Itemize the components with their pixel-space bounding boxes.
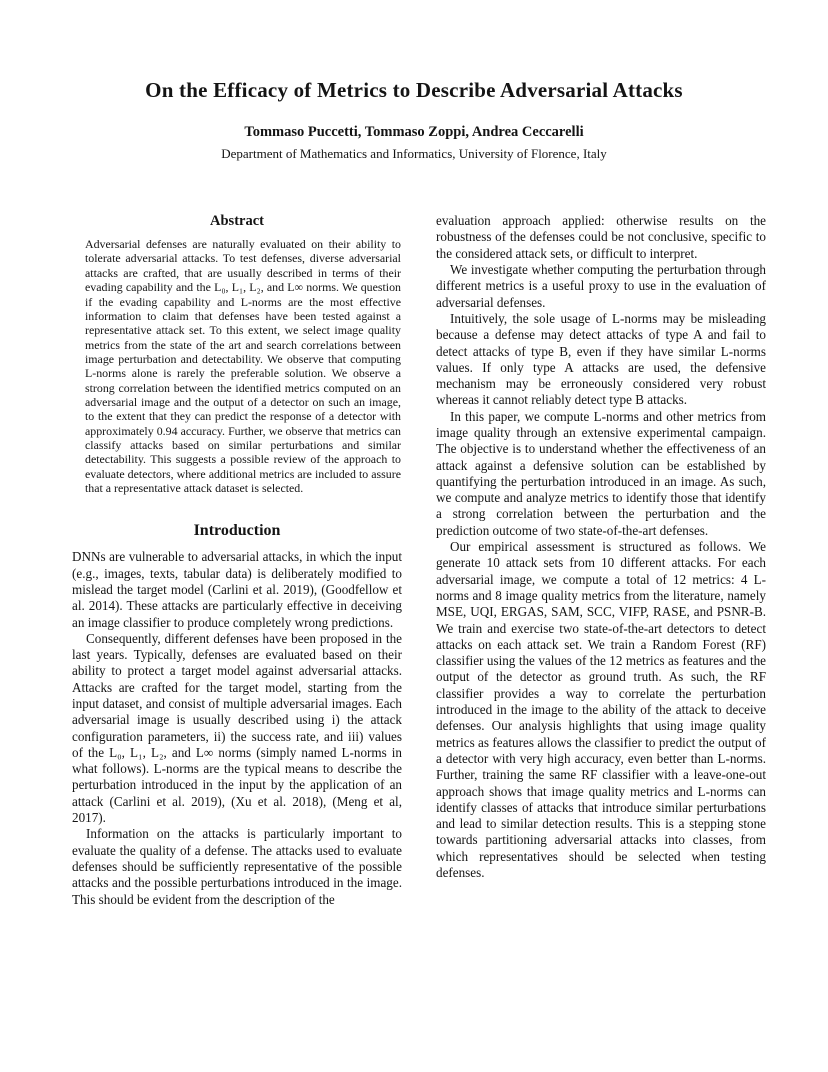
intro-paragraph: We investigate whether computing the perturbation through different metrics is a useful proxy to use in the evaluation of adversarial defenses. xyxy=(436,262,766,310)
paper-header xyxy=(62,78,766,162)
affiliation-line: Department of Mathematics and Informatics, University of Florence, Italy xyxy=(221,146,607,162)
left-column xyxy=(72,213,402,908)
intro-paragraph: Information on the attacks is particularly important to evaluate the quality of a defense. The attacks used to evaluate defenses should be sufficiently representative of the possible attacks and the possible perturbations introduced in the image. This should be evident from the description of the xyxy=(72,826,402,907)
two-column-body xyxy=(72,213,766,908)
intro-paragraph: In this paper, we compute L-norms and other metrics from image quality through an extensive experimental campaign. The objective is to understand whether the effectiveness of an attack against a defensive solution can be established by quantifying the perturbation introduced in an image. As such, we compute and analyze metrics to identify those that identify a strong correlation between the perturbation and the prediction outcome of two state-of-the-art defenses. xyxy=(436,408,766,538)
intro-paragraph: Intuitively, the sole usage of L-norms may be misleading because a defense may detect attacks of type A and fail to detect attacks of type B, even if they have similar L-norms values. If only type A attacks are used, the defensive mechanism may be erroneously considered very robust whereas it cannot reliably detect type B attacks. xyxy=(436,310,766,408)
right-column xyxy=(436,213,766,908)
intro-paragraph: DNNs are vulnerable to adversarial attacks, in which the input (e.g., images, texts, tabular data) is deliberately modified to mislead the target model (Carlini et al. 2019), (Goodfellow et al. 2014). These attacks are particularly effective in deceiving an image classifier to produce completely wrong predictions. xyxy=(72,549,402,630)
abstract-heading: Abstract xyxy=(210,213,264,230)
intro-paragraph-continuation: evaluation approach applied: otherwise results on the robustness of the defenses could be not conclusive, specific to the considered attack sets, or difficult to interpret. xyxy=(436,213,766,261)
paper-title: On the Efficacy of Metrics to Describe Adversarial Attacks xyxy=(145,78,683,102)
intro-paragraph: Consequently, different defenses have been proposed in the last years. Typically, defenses are evaluated based on their ability to protect a target model against adversarial attacks. Attacks are crafted for the target model, starting from the input dataset, and consist of multiple adversarial images. Each adversarial image is usually described using i) the attack configuration parameters, ii) the success rate, and iii) values of the L₀, L₁, L₂, and L∞ norms (simply named L-norms in what follows). L-norms are the typical means to describe the perturbation introduced in the input by the application of an attack (Carlini et al. 2019), (Xu et al. 2018), (Meng et al, 2017). xyxy=(72,630,402,826)
authors-line: Tommaso Puccetti, Tommaso Zoppi, Andrea Ceccarelli xyxy=(244,124,584,141)
intro-paragraph: Our empirical assessment is structured as follows. We generate 10 attack sets from 10 different attacks. For each adversarial image, we compute a total of 12 metrics: 4 L-norms and 8 image quality metrics from the literature, namely MSE, UQI, ERGAS, SAM, SCC, VIFP, RASE, and PSNR-B. We train and exercise two state-of-the-art detectors to detect attacks on each attack set. We train a Random Forest (RF) classifier using the values of the 12 metrics as features and the output of the detector as ground truth. As such, the RF classifier provides a way to correlate the perturbation introduced in the image to the ability of the attack to deceive defenses. Our analysis highlights that using image quality metrics as features allows the classifier to predict the output of a detector with very high accuracy, even better than L-norms. Further, training the same RF classifier with a leave-one-out approach shows that image quality metrics and L-norms can identify classes of attacks that introduce similar perturbations and lead to similar detection results. This is a stepping stone towards partitioning adversarial attacks into classes, from which representatives should be selected when testing defenses. xyxy=(436,539,766,881)
introduction-heading: Introduction xyxy=(193,522,281,540)
abstract-body: Adversarial defenses are naturally evaluated on their ability to tolerate adversarial attacks. To test defenses, diverse adversarial attacks are crafted, that are usually described in terms of their evading capability and the L₀, L₁, L₂, and L∞ norms. We question if the evading capability and L-norms are the most effective information to claim that defenses have been tested against a representative attack set. To this extent, we select image quality metrics from the state of the art and search correlations between image perturbation and detectability. We observe that computing L-norms alone is rarely the preferable solution. We observe a strong correlation between the identified metrics computed on an adversarial image and the output of a detector on such an image, to the extent that they can predict the response of a detector with approximately 0.94 accuracy. Further, we observe that metrics can classify attacks based on similar perturbations and similar detectability. This suggests a possible review of the approach to evaluate detectors, where additional metrics are included to assure that a representative attack dataset is selected. xyxy=(85,237,401,495)
